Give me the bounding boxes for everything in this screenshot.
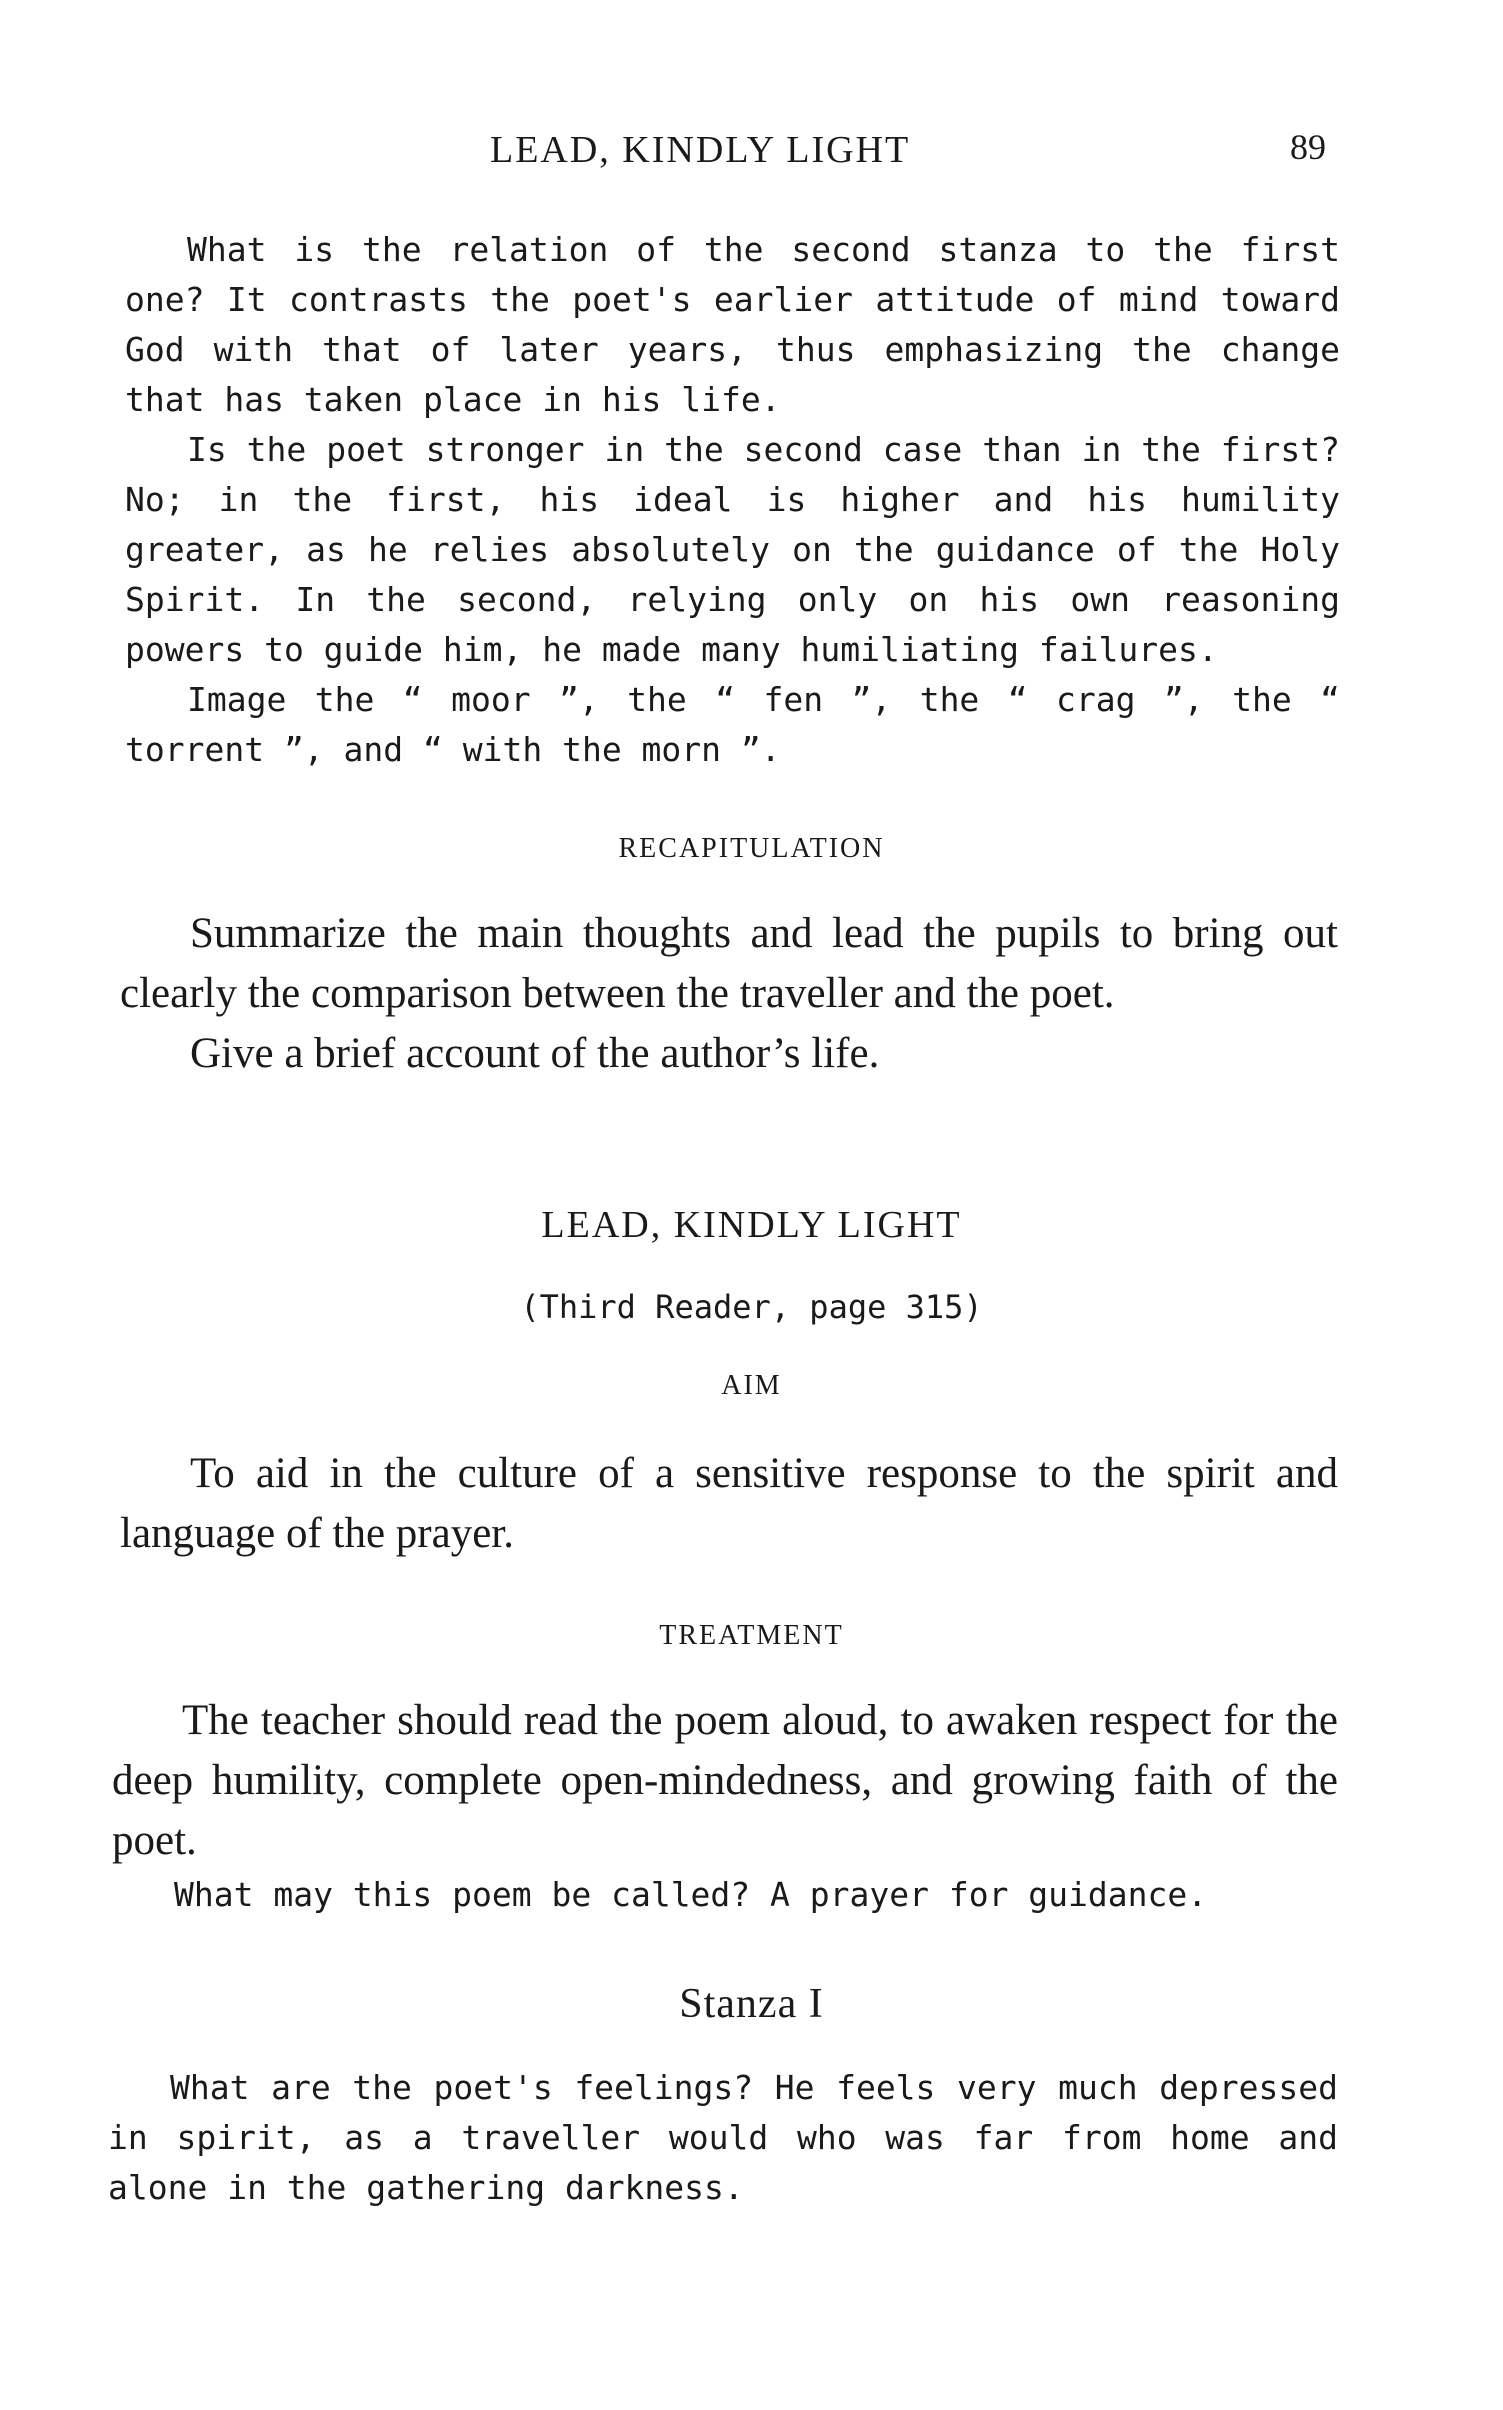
treatment-block bbox=[112, 1691, 1338, 1871]
paragraph-poet-feelings: What are the poet's feelings? He feels very much depressed in spirit, as a traveller would who was far from home and alone in the gathering darkness. bbox=[108, 2068, 1338, 2207]
paragraph-poet-stronger: Is the poet stronger in the second case than in the first? No; in the first, his ideal is higher and his humility greater, as he relies absolutely on the guidance of the Holy Spirit. In the second, relying only on his own reasoning powers to guide him, he made many humiliating failures. bbox=[125, 430, 1340, 669]
treatment-question-block bbox=[112, 1870, 1338, 1920]
recapitulation-heading: RECAPITULATION bbox=[618, 833, 885, 864]
stanza-one-heading: Stanza I bbox=[679, 1981, 824, 2027]
paragraph-author-life: Give a brief account of the author’s life. bbox=[190, 1030, 880, 1077]
paragraph-second-stanza-relation: What is the relation of the second stanza to the first one? It contrasts the poet's earlier attitude of mind toward God with that of later years, thus emphasizing the change that has taken place in his life. bbox=[125, 230, 1340, 419]
reader-reference: (Third Reader, page 315) bbox=[520, 1288, 983, 1326]
paragraph-poem-called: What may this poem be called? A prayer for guidance. bbox=[174, 1875, 1208, 1914]
recapitulation-block bbox=[120, 904, 1338, 1084]
paragraph-image-words: Image the “ moor ”, the “ fen ”, the “ crag ”, the “ torrent ”, and “ with the morn ”. bbox=[125, 680, 1340, 769]
running-header bbox=[0, 128, 1503, 178]
questions-block bbox=[125, 225, 1340, 775]
treatment-heading: TREATMENT bbox=[659, 1620, 844, 1651]
running-title: LEAD, KINDLY LIGHT bbox=[490, 129, 911, 171]
paragraph-summarize: Summarize the main thoughts and lead the pupils to bring out clearly the comparison between the traveller and the poet. bbox=[120, 910, 1338, 1017]
paragraph-aim: To aid in the culture of a sensitive response to the spirit and language of the prayer. bbox=[120, 1450, 1338, 1557]
stanza-one-block bbox=[108, 2063, 1338, 2213]
paragraph-treatment: The teacher should read the poem aloud, to awaken respect for the deep humility, complete open-mindedness, and growing faith of the poet. bbox=[112, 1697, 1338, 1864]
aim-heading: AIM bbox=[721, 1370, 782, 1401]
aim-block bbox=[120, 1444, 1338, 1564]
lesson-title: LEAD, KINDLY LIGHT bbox=[541, 1204, 962, 1246]
page-number: 89 bbox=[1290, 127, 1326, 167]
